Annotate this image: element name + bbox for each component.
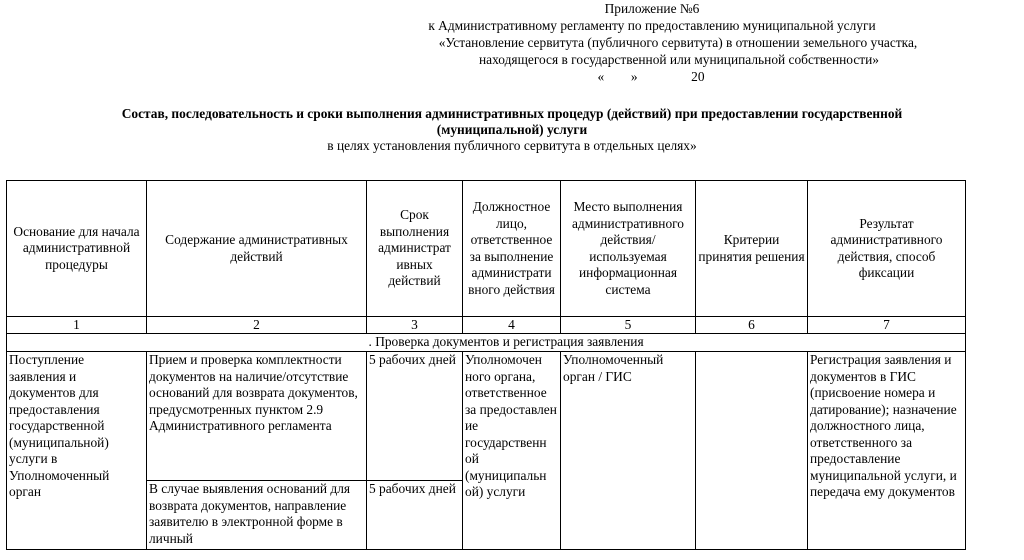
header-basis: Основание для начала административной процедуры [7,181,147,317]
column-number: 5 [561,317,696,334]
cell-official: Уполномочен ного органа, ответственное за предоставлен ие государственн ой (муниципальн ой) услуги [463,352,561,550]
appendix-line-4: находящегося в государственной или муниципальной собственности» [479,52,879,67]
header-criteria: Критерии принятия решения [696,181,808,317]
column-number: 4 [463,317,561,334]
cell-criteria [696,352,808,550]
header-official: Должностное лицо, ответственное за выполнение администрати вного действия [463,181,561,317]
appendix-number: Приложение №6 [604,1,700,16]
table-row [7,352,966,481]
section-title: . Проверка документов и регистрация заявления [367,334,966,352]
appendix-header [0,0,1024,85]
document-subtitle: в целях установления публичного сервитута в отдельных целях» [327,138,697,153]
column-number: 2 [147,317,367,334]
appendix-line-2: к Административному регламенту по предоставлению муниципальной услуги [428,18,876,33]
procedures-table [6,180,966,550]
table-header-row [7,181,966,317]
cell-basis: Поступление заявления и документов для предоставления государственной (муниципальной) услуги в Уполномоченный орган [7,352,147,550]
column-number: 1 [7,317,147,334]
section-row [7,334,966,352]
cell-content: В случае выявления оснований для возврата документов, направление заявителю в электронной форме в личный [147,481,367,550]
header-place: Место выполнения административного действия/ используемая информационная система [561,181,696,317]
appendix-date: « » 20 [597,69,705,84]
header-content: Содержание административных действий [147,181,367,317]
column-number: 6 [696,317,808,334]
column-number: 3 [367,317,463,334]
appendix-line-3: «Установление сервитута (публичного сервитута) в отношении земельного участка, [438,35,918,50]
section-spacer [7,334,367,352]
document-title-line-2: (муниципальной) услуги [436,122,588,137]
column-numbers-row [7,317,966,334]
cell-term: 5 рабочих дней [367,352,463,481]
cell-result: Регистрация заявления и документов в ГИС (присвоение номера и датирование); назначение должностного лица, ответственного за предоставление муниципальной услуги, и передача ему документов [808,352,966,550]
cell-place: Уполномоченный орган / ГИС [561,352,696,550]
cell-content: Прием и проверка комплектности документов на наличие/отсутствие оснований для возврата документов, предусмотренных пунктом 2.9 Административного регламента [147,352,367,481]
cell-term: 5 рабочих дней [367,481,463,550]
column-number: 7 [808,317,966,334]
document-title-line-1: Состав, последовательность и сроки выполнения административных процедур (действий) при предоставлении государственной [121,106,903,121]
header-result: Результат административного действия, способ фиксации [808,181,966,317]
header-term: Срок выполнения администрат ивных действий [367,181,463,317]
